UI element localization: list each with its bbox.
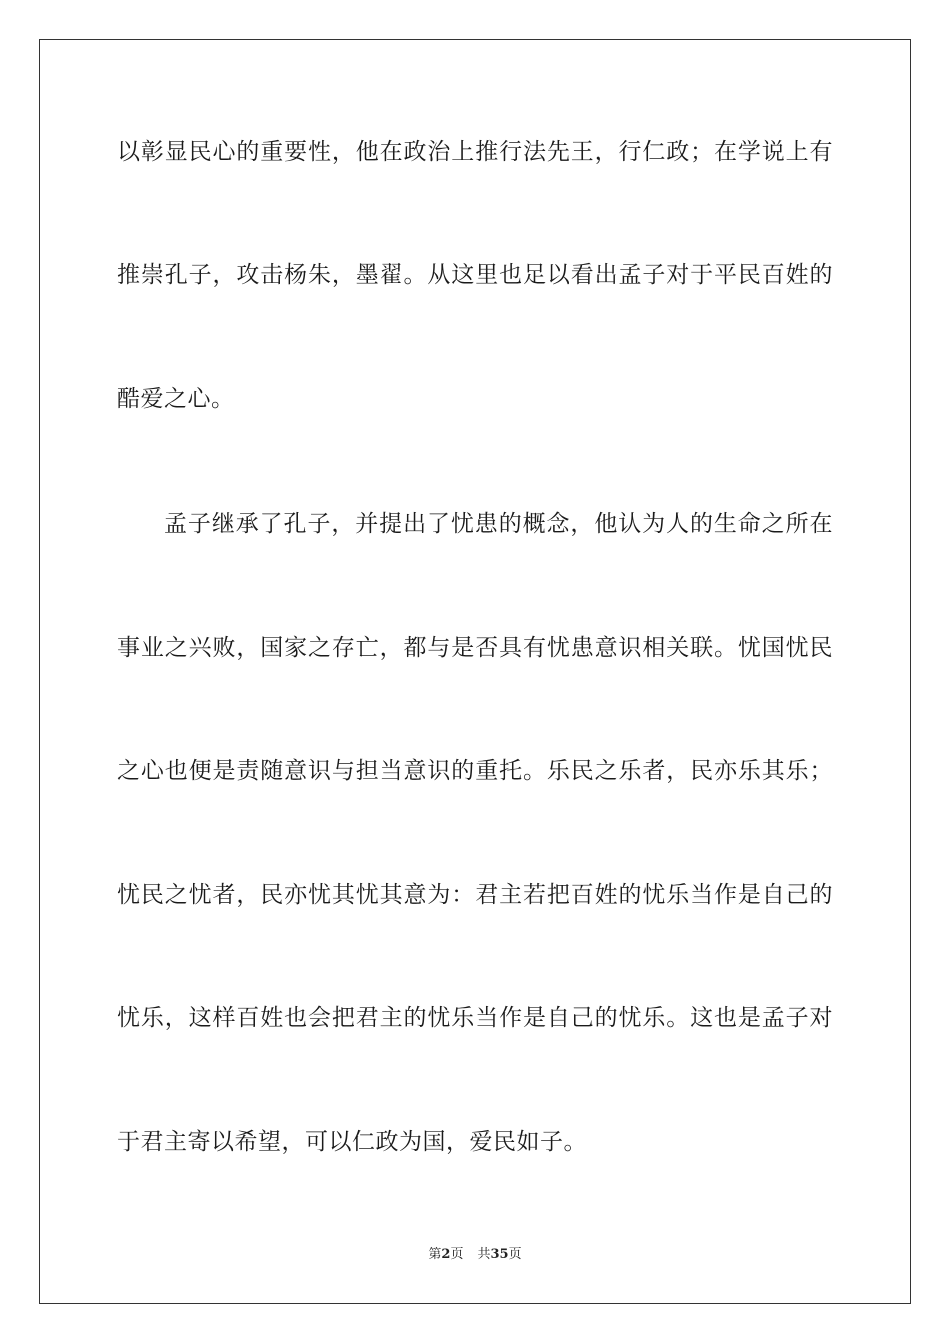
total-label-suffix: 页 — [508, 1247, 522, 1262]
paragraph-2-line-2: 事业之兴败，国家之存亡，都与是否具有忧患意识相关联。忧国忧民 — [117, 635, 833, 661]
paragraph-1-line-1: 以彰显民心的重要性，他在政治上推行法先王，行仁政；在学说上有 — [117, 139, 833, 165]
page-footer — [0, 1246, 950, 1264]
paragraph-2-line-4: 忧民之忧者，民亦忧其忧其意为：君主若把百姓的忧乐当作是自己的 — [117, 882, 833, 908]
total-label-prefix: 共 — [477, 1247, 491, 1262]
page-number: 2 — [441, 1247, 451, 1262]
paragraph-2-line-1: 孟子继承了孔子，并提出了忧患的概念，他认为人的生命之所在 — [164, 511, 833, 537]
total-pages: 35 — [490, 1247, 509, 1262]
paragraph-2-line-3: 之心也便是责随意识与担当意识的重托。乐民之乐者，民亦乐其乐； — [117, 758, 833, 784]
page-label-prefix: 第 — [428, 1247, 442, 1262]
page-border — [39, 39, 911, 1304]
page-label-suffix: 页 — [450, 1247, 464, 1262]
paragraph-1-line-2: 推崇孔子，攻击杨朱，墨翟。从这里也足以看出孟子对于平民百姓的 — [117, 262, 833, 288]
paragraph-1-line-3: 酷爱之心。 — [117, 386, 235, 412]
paragraph-2-line-5: 忧乐，这样百姓也会把君主的忧乐当作是自己的忧乐。这也是孟子对 — [117, 1005, 833, 1031]
paragraph-2-line-6: 于君主寄以希望，可以仁政为国，爱民如子。 — [117, 1129, 587, 1155]
